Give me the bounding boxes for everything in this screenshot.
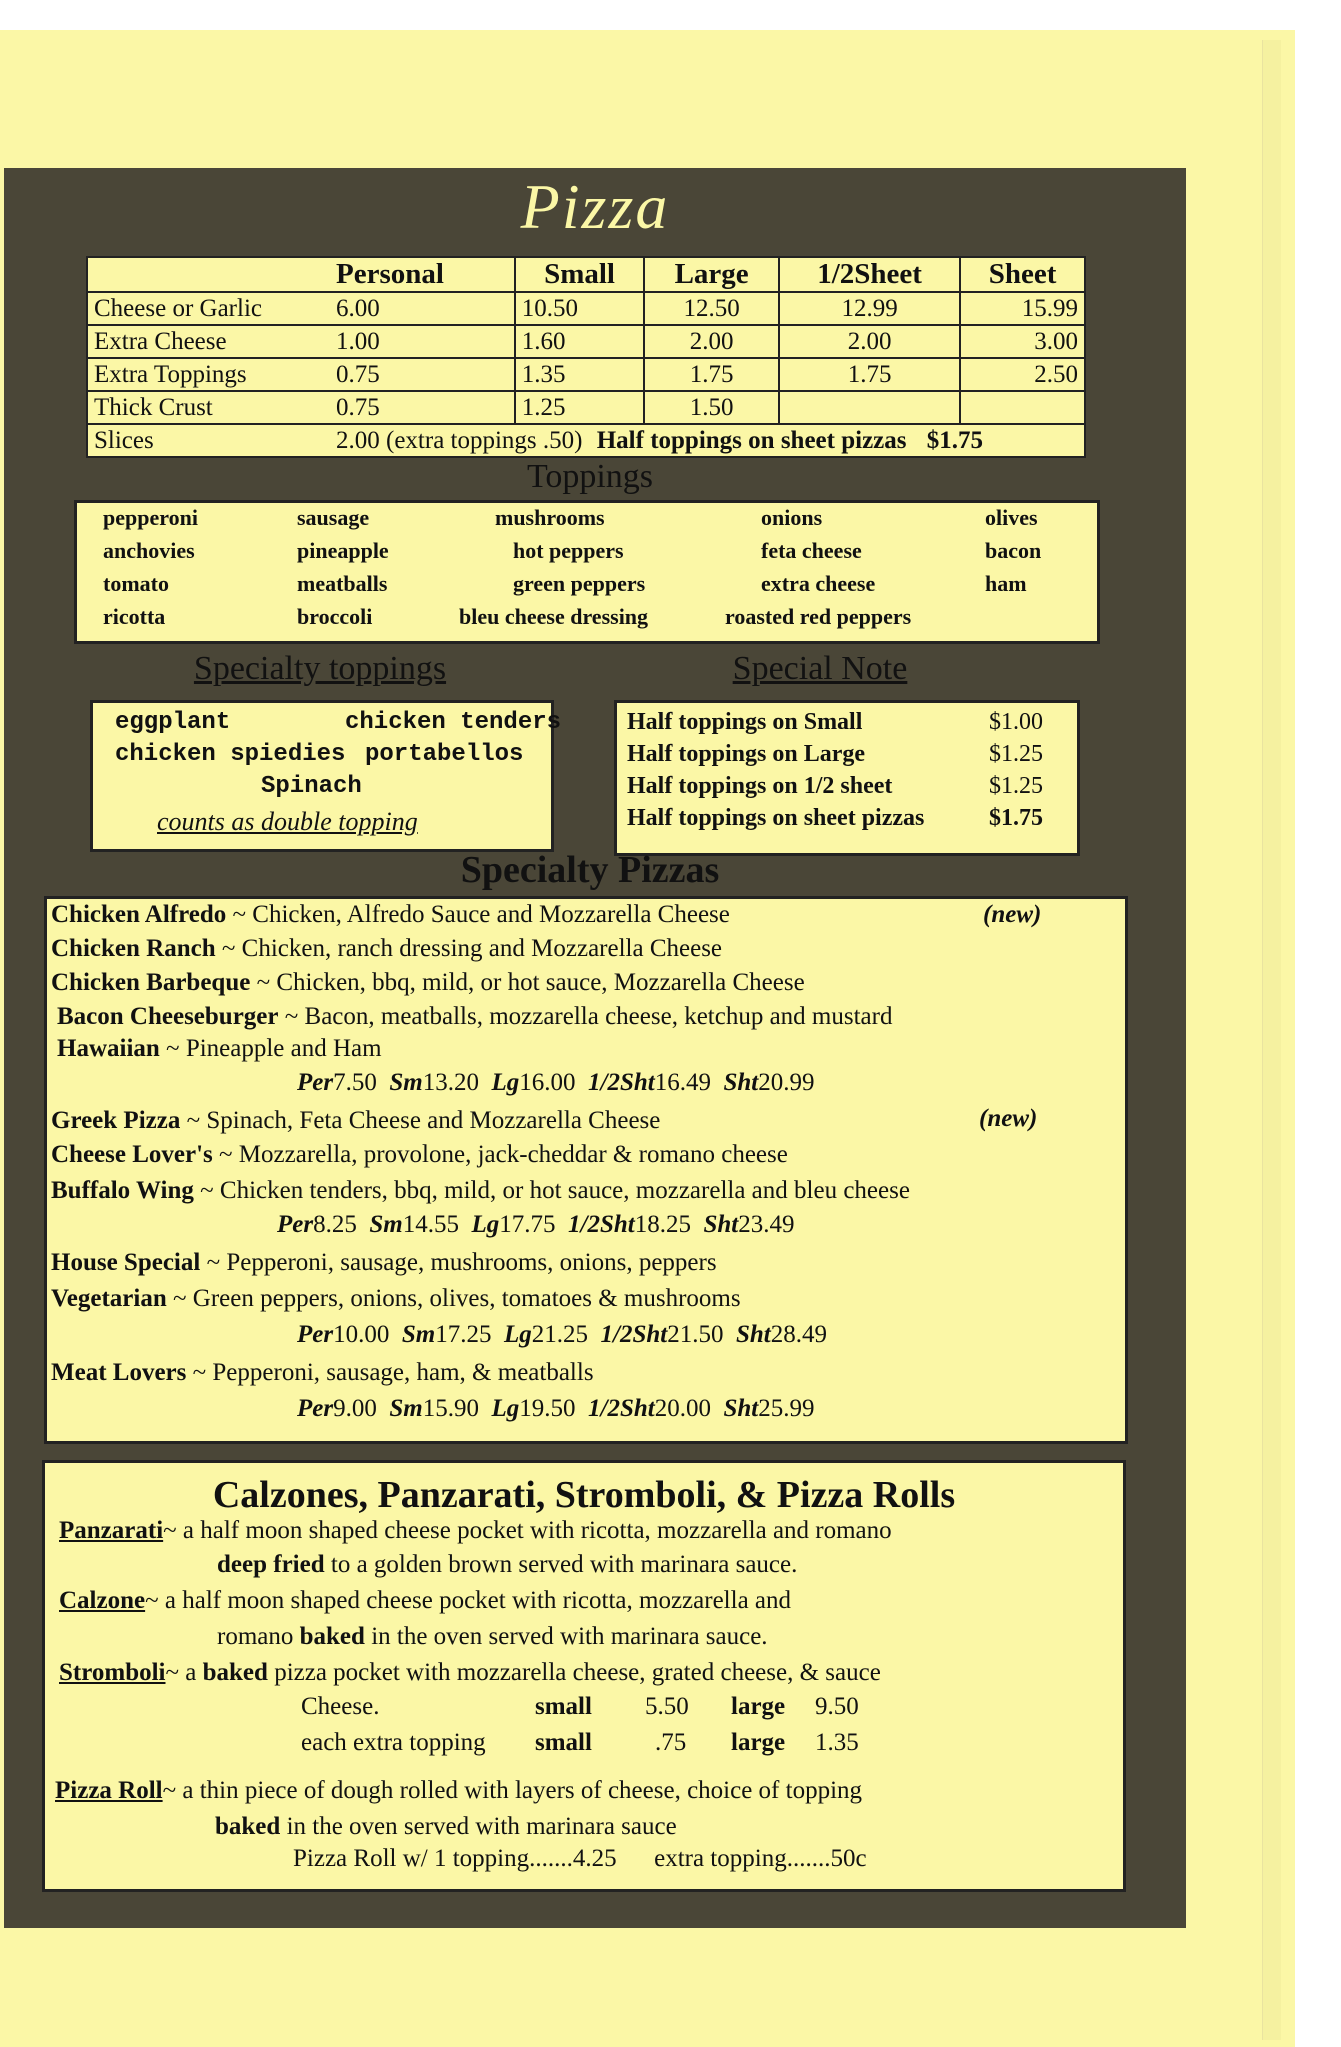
size-price: 17.75 bbox=[499, 1211, 556, 1238]
topping-item: meatballs bbox=[297, 571, 388, 596]
specialty-toppings-heading: Specialty toppings bbox=[193, 650, 447, 687]
special-note-heading: Special Note bbox=[732, 650, 908, 687]
specialty-topping-item: portabellos bbox=[365, 741, 524, 768]
price-cell: 10.50 bbox=[515, 292, 645, 325]
special-note-price: $1.25 bbox=[989, 773, 1043, 799]
price-table-header bbox=[87, 257, 1085, 292]
size-price: 16.49 bbox=[654, 1069, 711, 1096]
row-label: Extra Toppings bbox=[87, 358, 330, 391]
topping-item: pineapple bbox=[297, 538, 389, 563]
pizza-desc: ~ Chicken, Alfredo Sauce and Mozzarella Cheese bbox=[226, 901, 730, 928]
price-cell: 12.99 bbox=[779, 292, 960, 325]
item-desc: in the oven served with marinara sauce. bbox=[364, 1623, 768, 1650]
size-price: 23.49 bbox=[738, 1211, 795, 1238]
pizza-name: Greek Pizza bbox=[51, 1107, 181, 1134]
size-price: 14.55 bbox=[402, 1211, 459, 1238]
item-bold: baked bbox=[202, 1659, 268, 1686]
toppings-heading: Toppings bbox=[526, 458, 654, 495]
price-cell: 1.75 bbox=[779, 358, 960, 391]
specialty-topping-note: counts as double topping bbox=[157, 807, 418, 836]
stromboli-large-label: large bbox=[731, 1693, 786, 1720]
size-price: 9.00 bbox=[333, 1395, 377, 1422]
list-item bbox=[51, 1249, 717, 1277]
item-bold: baked bbox=[299, 1623, 365, 1650]
price-cell: 1.75 bbox=[644, 358, 779, 391]
size-label: Sht bbox=[723, 1395, 759, 1422]
pizza-desc: ~ Pineapple and Ham bbox=[159, 1035, 382, 1062]
pizza-name: House Special bbox=[51, 1249, 201, 1276]
price-line bbox=[297, 1069, 814, 1097]
list-item bbox=[51, 1107, 660, 1135]
special-note-price: $1.00 bbox=[989, 709, 1043, 735]
topping-item: extra cheese bbox=[761, 571, 876, 596]
table-row-slices bbox=[87, 424, 1085, 457]
topping-item: bacon bbox=[985, 538, 1042, 563]
price-cell: 0.75 bbox=[330, 358, 515, 391]
size-label: Sm bbox=[389, 1069, 423, 1096]
stromboli-small-label: small bbox=[535, 1693, 592, 1720]
stromboli-extra-large-label: large bbox=[731, 1729, 786, 1756]
size-price: 21.50 bbox=[667, 1321, 724, 1348]
toppings-box bbox=[74, 500, 1100, 644]
item-name: Stromboli bbox=[59, 1659, 166, 1686]
topping-item: ricotta bbox=[103, 604, 166, 629]
size-price: 17.25 bbox=[435, 1321, 492, 1348]
item-bold: deep fried bbox=[217, 1551, 325, 1578]
topping-item: tomato bbox=[103, 571, 169, 596]
size-label: Sm bbox=[369, 1211, 403, 1238]
size-price: 20.00 bbox=[654, 1395, 711, 1422]
price-header-sheet: Sheet bbox=[960, 257, 1085, 292]
size-label: Sht bbox=[703, 1211, 739, 1238]
size-label: Sm bbox=[401, 1321, 436, 1348]
item-desc: romano bbox=[217, 1623, 300, 1650]
topping-item: ham bbox=[985, 571, 1027, 596]
calzone-line bbox=[59, 1587, 791, 1615]
size-price: 8.25 bbox=[313, 1211, 357, 1238]
list-item bbox=[51, 1285, 741, 1313]
pizza-desc: ~ Chicken tenders, bbq, mild, or hot sauce, mozzarella and bleu cheese bbox=[193, 1177, 910, 1204]
row-label: Thick Crust bbox=[87, 391, 330, 424]
special-note-label: Half toppings on Large bbox=[627, 741, 866, 767]
table-row bbox=[87, 391, 1085, 424]
pizza-desc: ~ Spinach, Feta Cheese and Mozzarella Cheese bbox=[180, 1107, 661, 1134]
topping-item: olives bbox=[985, 505, 1038, 530]
slices-half-price: $1.75 bbox=[926, 426, 983, 454]
list-item bbox=[57, 1035, 382, 1063]
size-label: Sm bbox=[389, 1395, 423, 1422]
size-price: 19.50 bbox=[519, 1395, 576, 1422]
price-cell: 2.00 bbox=[779, 325, 960, 358]
new-badge: (new) bbox=[979, 1105, 1038, 1132]
size-price: 13.20 bbox=[422, 1069, 479, 1096]
pizza-name: Meat Lovers bbox=[51, 1359, 187, 1386]
price-cell: 0.75 bbox=[330, 391, 515, 424]
size-label: 1/2Sht bbox=[568, 1211, 635, 1238]
table-row bbox=[87, 358, 1085, 391]
price-cell: 6.00 bbox=[330, 292, 515, 325]
pizza-name: Vegetarian bbox=[51, 1285, 167, 1312]
topping-item: pepperoni bbox=[103, 505, 198, 530]
size-label: Per bbox=[297, 1069, 334, 1096]
specialty-pizzas-box bbox=[44, 896, 1128, 1444]
price-cell: 3.00 bbox=[960, 325, 1085, 358]
special-note-price: $1.25 bbox=[989, 741, 1043, 767]
size-label: Lg bbox=[503, 1321, 532, 1348]
topping-item: green peppers bbox=[513, 571, 646, 596]
stromboli-extra-label: each extra topping bbox=[301, 1729, 486, 1756]
special-note-label: Half toppings on 1/2 sheet bbox=[627, 773, 893, 799]
size-price: 21.25 bbox=[531, 1321, 588, 1348]
price-line bbox=[277, 1211, 794, 1239]
calzone-line-2 bbox=[217, 1623, 768, 1651]
price-cell: 1.60 bbox=[515, 325, 645, 358]
price-cell: 2.00 bbox=[644, 325, 779, 358]
size-label: Sht bbox=[735, 1321, 771, 1348]
list-item bbox=[51, 935, 722, 963]
item-desc: in the oven served with marinara sauce bbox=[280, 1813, 677, 1840]
size-price: 15.90 bbox=[422, 1395, 479, 1422]
row-label: Slices bbox=[87, 424, 330, 457]
price-cell: 1.50 bbox=[644, 391, 779, 424]
size-label: Lg bbox=[491, 1395, 520, 1422]
price-cell: 2.50 bbox=[960, 358, 1085, 391]
pizza-desc: ~ Green peppers, onions, olives, tomatoes & mushrooms bbox=[166, 1285, 741, 1312]
item-desc: to a golden brown served with marinara sauce. bbox=[324, 1551, 798, 1578]
pizza-name: Chicken Alfredo bbox=[51, 901, 227, 928]
pizza-desc: ~ Bacon, meatballs, mozzarella cheese, ketchup and mustard bbox=[278, 1003, 893, 1030]
item-desc: ~ a half moon shaped cheese pocket with ricotta, mozzarella and bbox=[145, 1587, 792, 1614]
size-label: 1/2Sht bbox=[588, 1069, 655, 1096]
topping-item: roasted red peppers bbox=[725, 604, 912, 629]
pizza-name: Cheese Lover's bbox=[51, 1141, 213, 1168]
size-label: 1/2Sht bbox=[600, 1321, 668, 1348]
topping-item: bleu cheese dressing bbox=[459, 604, 649, 629]
calzones-box bbox=[42, 1460, 1126, 1892]
stromboli-small-price: 5.50 bbox=[645, 1693, 689, 1720]
pizza-desc: ~ Mozzarella, provolone, jack-cheddar & romano cheese bbox=[212, 1141, 788, 1168]
price-cell: 12.50 bbox=[644, 292, 779, 325]
slices-cell bbox=[330, 424, 1085, 457]
specialty-topping-item: chicken spiedies bbox=[115, 741, 346, 768]
panzarati-line bbox=[59, 1517, 892, 1545]
specialty-topping-item: chicken tenders bbox=[345, 709, 562, 736]
price-cell: 1.35 bbox=[515, 358, 645, 391]
item-name: Panzarati bbox=[59, 1517, 164, 1544]
pizza-desc: ~ Pepperoni, sausage, ham, & meatballs bbox=[186, 1359, 594, 1386]
price-header-small: Small bbox=[515, 257, 645, 292]
row-label: Extra Cheese bbox=[87, 325, 330, 358]
size-price: 7.50 bbox=[333, 1069, 377, 1096]
pizza-name: Chicken Ranch bbox=[51, 935, 216, 962]
row-label: Cheese or Garlic bbox=[87, 292, 330, 325]
pizza-name: Hawaiian bbox=[57, 1035, 160, 1062]
size-price: 18.25 bbox=[634, 1211, 691, 1238]
size-label: 1/2Sht bbox=[588, 1395, 655, 1422]
price-header-large: Large bbox=[644, 257, 779, 292]
pizza-name: Buffalo Wing bbox=[51, 1177, 194, 1204]
size-label: Sht bbox=[723, 1069, 759, 1096]
table-row bbox=[87, 325, 1085, 358]
table-row bbox=[87, 292, 1085, 325]
size-label: Per bbox=[277, 1211, 314, 1238]
price-cell bbox=[960, 391, 1085, 424]
pizza-name: Bacon Cheeseburger bbox=[57, 1003, 279, 1030]
price-header-personal: Personal bbox=[330, 257, 515, 292]
item-name: Calzone bbox=[59, 1587, 146, 1614]
size-price: 16.00 bbox=[519, 1069, 576, 1096]
special-note-label: Half toppings on sheet pizzas bbox=[627, 805, 925, 831]
toppings-grid bbox=[103, 501, 1093, 637]
list-item bbox=[57, 1003, 892, 1031]
size-label: Lg bbox=[491, 1069, 520, 1096]
slices-text: 2.00 (extra toppings .50) bbox=[336, 426, 583, 454]
size-label: Per bbox=[297, 1321, 334, 1348]
price-cell bbox=[779, 391, 960, 424]
topping-item: mushrooms bbox=[495, 505, 605, 530]
paper-edge bbox=[1262, 40, 1281, 2040]
topping-item: feta cheese bbox=[761, 538, 862, 563]
list-item bbox=[51, 901, 730, 929]
size-label: Lg bbox=[471, 1211, 500, 1238]
pizza-desc: ~ Chicken, bbq, mild, or hot sauce, Mozzarella Cheese bbox=[250, 969, 805, 996]
panzarati-line-2 bbox=[217, 1551, 797, 1579]
pizza-roll-line bbox=[55, 1777, 862, 1805]
pizza-roll-line-2 bbox=[215, 1813, 677, 1841]
stromboli-line bbox=[59, 1659, 881, 1687]
price-line bbox=[297, 1321, 827, 1349]
pizza-desc: ~ Chicken, ranch dressing and Mozzarella Cheese bbox=[215, 935, 723, 962]
item-name: Pizza Roll bbox=[55, 1777, 163, 1804]
item-bold: baked bbox=[215, 1813, 281, 1840]
size-price: 10.00 bbox=[333, 1321, 390, 1348]
pizza-roll-line-3: Pizza Roll w/ 1 topping.......4.25 extra topping.......50c bbox=[293, 1845, 867, 1872]
new-badge: (new) bbox=[983, 901, 1042, 928]
stromboli-large-price: 9.50 bbox=[815, 1693, 859, 1720]
price-table-corner bbox=[87, 257, 330, 292]
pizza-name: Chicken Barbeque bbox=[51, 969, 251, 996]
size-price: 20.99 bbox=[758, 1069, 815, 1096]
item-desc: ~ a half moon shaped cheese pocket with ricotta, mozzarella and romano bbox=[163, 1517, 892, 1544]
specialty-topping-item: eggplant bbox=[115, 709, 231, 736]
topping-item: onions bbox=[761, 505, 823, 530]
topping-item: sausage bbox=[297, 505, 370, 530]
calzones-heading: Calzones, Panzarati, Stromboli, & Pizza Rolls bbox=[212, 1474, 956, 1516]
item-desc: pizza pocket with mozzarella cheese, grated cheese, & sauce bbox=[267, 1659, 881, 1686]
stromboli-extra-large-price: 1.35 bbox=[815, 1729, 859, 1756]
list-item bbox=[51, 1141, 788, 1169]
size-price: 28.49 bbox=[770, 1321, 827, 1348]
topping-item: hot peppers bbox=[513, 538, 624, 563]
price-cell: 1.00 bbox=[330, 325, 515, 358]
item-desc: ~ a bbox=[165, 1659, 203, 1686]
specialty-topping-item: Spinach bbox=[261, 773, 362, 800]
topping-item: anchovies bbox=[103, 538, 195, 563]
menu-title: Pizza bbox=[520, 171, 670, 242]
list-item bbox=[51, 1359, 594, 1387]
price-header-halfsheet: 1/2Sheet bbox=[779, 257, 960, 292]
size-label: Per bbox=[297, 1395, 334, 1422]
special-note-label: Half toppings on Small bbox=[627, 709, 863, 735]
price-table bbox=[86, 256, 1086, 458]
size-price: 25.99 bbox=[758, 1395, 815, 1422]
special-note-price: $1.75 bbox=[989, 805, 1043, 831]
list-item bbox=[51, 1177, 910, 1205]
stromboli-extra-small-price: .75 bbox=[655, 1729, 687, 1756]
pizza-desc: ~ Pepperoni, sausage, mushrooms, onions, peppers bbox=[200, 1249, 717, 1276]
slices-half-note: Half toppings on sheet pizzas bbox=[596, 426, 907, 454]
specialty-pizzas-heading: Specialty Pizzas bbox=[460, 849, 720, 891]
special-note-box bbox=[614, 700, 1080, 856]
price-cell: 1.25 bbox=[515, 391, 645, 424]
stromboli-cheese-label: Cheese. bbox=[301, 1693, 380, 1720]
item-desc: ~ a thin piece of dough rolled with layers of cheese, choice of topping bbox=[162, 1777, 863, 1804]
specialty-toppings-box bbox=[90, 700, 562, 852]
list-item bbox=[51, 969, 805, 997]
price-cell: 15.99 bbox=[960, 292, 1085, 325]
stromboli-extra-small-label: small bbox=[535, 1729, 592, 1756]
topping-item: broccoli bbox=[297, 604, 373, 629]
price-line bbox=[297, 1395, 814, 1423]
